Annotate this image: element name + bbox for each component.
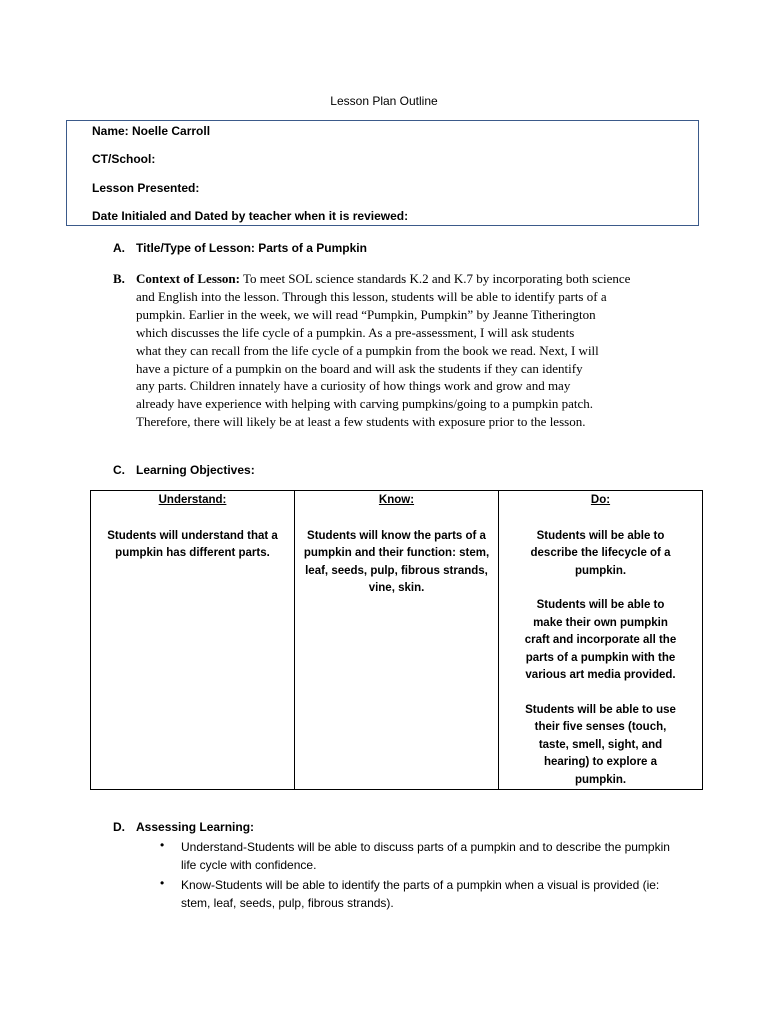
learning-objectives-table	[90, 490, 703, 790]
context-line: pumpkin. Earlier in the week, we will read “Pumpkin, Pumpkin” by Jeanne Titherington	[136, 306, 596, 322]
section-a-letter: A.	[113, 241, 125, 255]
section-d-letter: D.	[113, 820, 125, 834]
table-row	[91, 491, 703, 790]
do-text-1: Students will be able to describe the lifecycle of a pumpkin.	[530, 529, 671, 577]
lesson-title-type: Title/Type of Lesson: Parts of a Pumpkin	[136, 241, 367, 255]
understand-text: Students will understand that a pumpkin has different parts.	[107, 529, 278, 559]
assessing-learning-heading: Assessing Learning:	[136, 820, 255, 834]
context-line: what they can recall from the life cycle of a pumpkin from the book we read. Next, I will	[136, 342, 599, 358]
bullet-icon: •	[160, 838, 165, 852]
context-line: which discusses the life cycle of a pumpkin. As a pre-assessment, I will ask students	[136, 324, 575, 340]
context-of-lesson	[136, 270, 676, 431]
section-b-letter: B.	[113, 271, 125, 286]
assessment-bullet-2: Know-Students will be able to identify the parts of a pumpkin when a visual is provided (ie: stem, leaf, seeds, pulp, fibrous strands).	[181, 878, 660, 910]
lesson-presented-field: Lesson Presented:	[92, 181, 200, 195]
do-cell	[499, 491, 703, 790]
context-line: and English into the lesson. Through this lesson, students will be able to identify parts of a	[136, 288, 607, 304]
header-info-box	[66, 120, 699, 226]
ct-school-field: CT/School:	[92, 152, 156, 166]
know-cell	[295, 491, 499, 790]
do-header: Do:	[590, 494, 611, 506]
assessment-bullet-1: Understand-Students will be able to discuss parts of a pumpkin and to describe the pumpkin life cycle with confidence.	[181, 840, 670, 872]
understand-cell	[91, 491, 295, 790]
context-line: any parts. Children innately have a curiosity of how things work and grow and may	[136, 378, 571, 394]
context-line: Therefore, there will likely be at least a few students with exposure prior to the lesson.	[136, 414, 586, 430]
do-text-3: Students will be able to use their five senses (touch, taste, smell, sight, and hearing) to explore a pumpkin.	[525, 703, 676, 786]
do-text-2: Students will be able to make their own pumpkin craft and incorporate all the parts of a pumpkin with the various art media provided.	[524, 599, 677, 681]
context-line-1: Context of Lesson: To meet SOL science standards K.2 and K.7 by incorporating both science	[136, 271, 631, 286]
name-field: Name: Noelle Carroll	[92, 124, 211, 138]
bullet-icon: •	[160, 876, 165, 890]
know-header: Know:	[378, 494, 415, 506]
section-c-letter: C.	[113, 463, 125, 477]
document-title: Lesson Plan Outline	[330, 94, 438, 108]
context-line: have a picture of a pumpkin on the board and will ask the students if they can identify	[136, 360, 583, 376]
date-initialed-field: Date Initialed and Dated by teacher when it is reviewed:	[92, 209, 409, 223]
context-label: Context of Lesson:	[136, 271, 240, 286]
learning-objectives-heading: Learning Objectives:	[136, 463, 255, 477]
know-text: Students will know the parts of a pumpkin and their function: stem, leaf, seeds, pulp, fibrous strands, vine, skin.	[303, 529, 490, 594]
context-line: already have experience with helping with carving pumpkins/going to a pumpkin patch.	[136, 396, 594, 412]
understand-header: Understand:	[158, 494, 227, 506]
